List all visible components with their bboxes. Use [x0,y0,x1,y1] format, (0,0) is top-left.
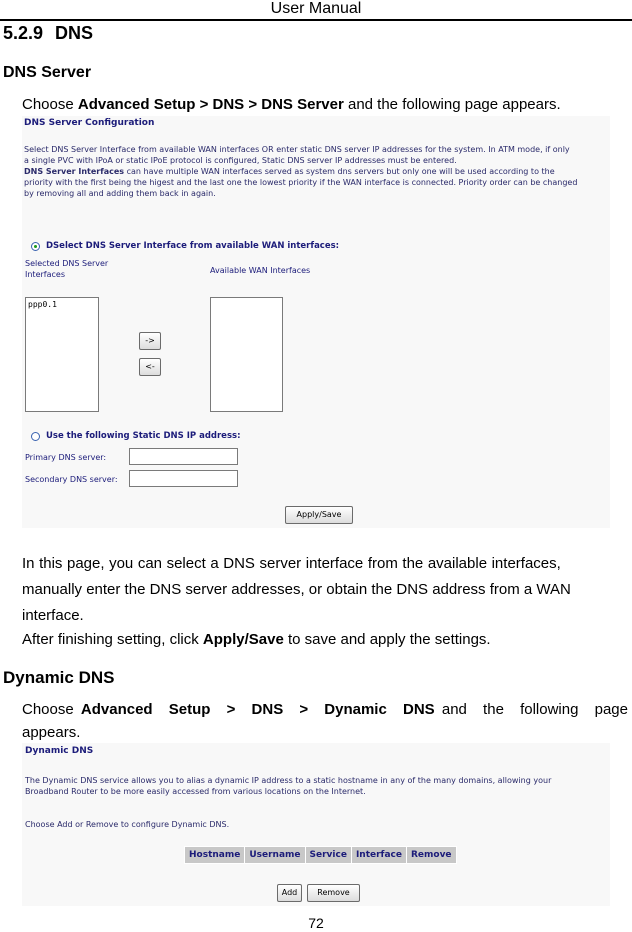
dynamic-dns-intro-line2: appears. [22,724,81,741]
list-item[interactable]: ppp0.1 [28,300,57,309]
column-header: Remove [406,847,456,864]
remove-button[interactable]: Remove [307,884,360,902]
dns-server-intro: Choose Advanced Setup > DNS > DNS Server and the following page appears. [22,96,561,113]
dynamic-dns-screenshot [22,743,610,906]
ddns-table [184,846,457,864]
move-right-button[interactable]: -> [139,332,161,350]
section-number: 5.2.9 [3,23,44,43]
ddns-title: Dynamic DNS [25,746,94,756]
apply-save-button[interactable]: Apply/Save [285,506,353,524]
secondary-dns-label: Secondary DNS server: [25,475,118,484]
section-heading [3,23,93,44]
primary-dns-input[interactable] [129,448,238,465]
header-rule [0,19,632,21]
column-header: Username [245,847,305,864]
dns-server-screenshot [22,116,610,528]
column-header: Service [305,847,351,864]
dns-server-after: After finishing setting, click Apply/Save to save and apply the settings. [22,631,491,648]
column-header: Interface [351,847,406,864]
available-interfaces-label: Available WAN Interfaces [210,266,311,275]
select-interface-radio[interactable] [31,242,40,251]
static-dns-label: Use the following Static DNS IP address: [46,431,241,441]
column-header: Hostname [185,847,245,864]
table-header-row [185,847,457,864]
selected-interfaces-label: Selected DNS Server Interfaces [25,259,109,279]
dns-config-desc: Select DNS Server Interface from available WAN interfaces OR enter static DNS server IP addresses for the system. In ATM mode, if only a single PVC with IPoA or static IPoE protocol is configured, Static DNS server IP addresses must be entered. DNS Server Interfaces can have multiple WAN interfaces served as system dns servers but only one will be used according to the priority with the first being the higest and the last one the lowest priority if the WAN interface is connected. Priority order can be changed by removing all and adding them back in again. [24,145,578,198]
dynamic-dns-heading: Dynamic DNS [3,668,115,687]
ddns-hint: Choose Add or Remove to configure Dynamic DNS. [25,820,230,829]
add-button[interactable]: Add [277,884,302,902]
running-header: User Manual [270,0,362,17]
secondary-dns-input[interactable] [129,470,238,487]
available-interfaces-list[interactable] [210,297,283,412]
ddns-desc: The Dynamic DNS service allows you to alias a dynamic IP address to a static hostname in any of the many domains, allowing your Broadband Router to be more easily accessed from various locations on the Internet. [25,776,552,796]
move-left-button[interactable]: <- [139,358,161,376]
dynamic-dns-intro: Choose Advanced Setup > DNS > Dynamic DNS and the following page [22,701,628,718]
dns-server-body: In this page, you can select a DNS server interface from the available interfaces, manually enter the DNS server addresses, or obtain the DNS address from a WAN interface. [22,555,571,624]
static-dns-radio[interactable] [31,432,40,441]
page-number: 72 [308,915,324,931]
dns-server-heading: DNS Server [3,64,92,81]
selected-interfaces-list[interactable] [25,297,99,412]
dns-config-title: DNS Server Configuration [24,118,155,128]
section-title: DNS [55,23,94,43]
select-interface-label: DSelect DNS Server Interface from available WAN interfaces: [46,241,340,251]
primary-dns-label: Primary DNS server: [25,453,107,462]
